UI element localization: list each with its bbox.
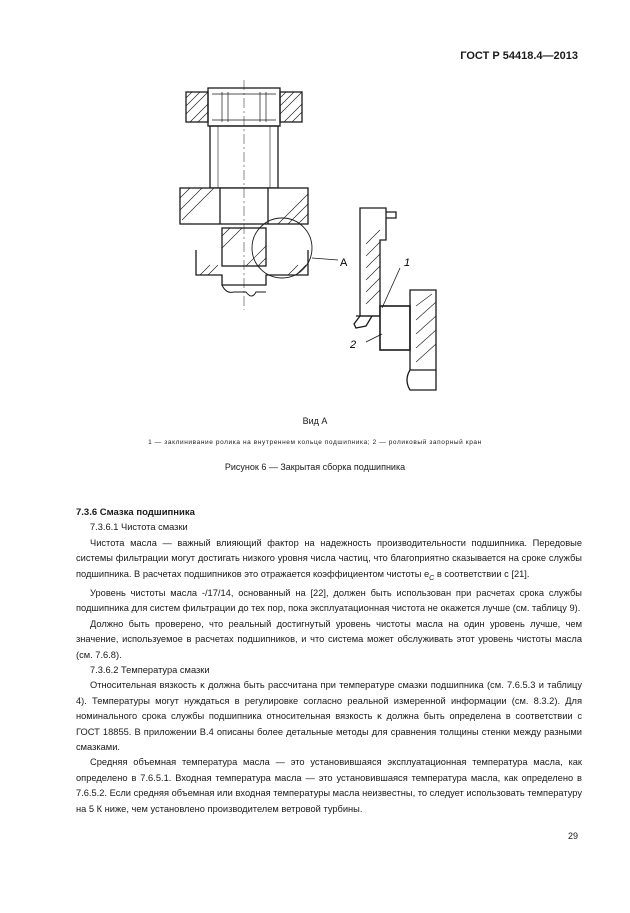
subsection-heading: 7.3.6.2 Температура смазки <box>90 664 210 675</box>
bearing-assembly-drawing <box>160 80 540 400</box>
view-label: Вид А <box>302 416 328 426</box>
detail-view-a <box>354 208 436 390</box>
section-content <box>76 505 582 817</box>
page-number: 29 <box>567 831 578 841</box>
paragraph: Средняя объемная температура масла — это установившаяся эксплуатационная температура масла, как определено в 7.6.5.1. Входная температура масла — это установившаяся температура масла, как определено в 7.6.5.2. Если средняя объемная или входная температуры масла неизвестны, то следует использовать температуру на 5 К ниже, чем установлено производителем ветровой турбины. <box>76 757 582 814</box>
detail-a-circle <box>252 218 312 278</box>
paragraph: Относительная вязкость κ должна быть рассчитана при температуре смазки подшипника (см. 7.6.5.3 и таблицу 4). Температуры могут нуждаться в регулировке согласно реальной измеренной информации (см. 8.3.2). Для номинального срока службы подшипника относительная вязкость κ должна быть определена в соответствии с ГОСТ 18855. В приложении В.4 описаны более детальные методы для сравнения толщины стенки между разными смазками. <box>76 680 582 752</box>
figure-legend: 1 — заклинивание ролика на внутреннем кольце подшипника; 2 — роликовый запорный кран <box>148 439 482 446</box>
base-plate <box>196 250 308 285</box>
subsection-heading: 7.3.6.1 Чистота смазки <box>90 522 188 533</box>
callout-2: 2 <box>350 339 357 351</box>
paragraph: Должно быть проверено, что реальный достигнутый уровень чистоты масла на один уровень лучше, чем значение, используемое в расчетах подшипников, и что система может обслуживать этот уровень чистоты масла (см. 7.6.8). <box>76 618 582 660</box>
paragraph: Чистота масла — важный влияющий фактор на надежность производительности подшипника. Передовые системы фильтрации могут достигать низкого уровня числа частиц, что благоприятно сказывается на сроке службы подшипника. В расчетах подшипников это отражается коэффициентом чистоты $e_C$ в соответствии с [21]. <box>76 537 582 582</box>
paragraph: Уровень чистоты масла -/17/14, основанный на [22], должен быть использован при расчетах срока службы подшипника для систем фильтрации до тех пор, пока эксплуатационная чистота не окажется лучше (см. таблицу 9). <box>76 587 582 614</box>
figure-caption: Рисунок 6 — Закрытая сборка подшипника <box>224 462 406 472</box>
callout-a: А <box>340 257 348 269</box>
section-heading: 7.3.6 Смазка подшипника <box>76 507 195 518</box>
callout-1: 1 <box>404 257 411 269</box>
roller <box>380 306 410 350</box>
document-code: ГОСТ Р 54418.4—2013 <box>460 50 578 62</box>
